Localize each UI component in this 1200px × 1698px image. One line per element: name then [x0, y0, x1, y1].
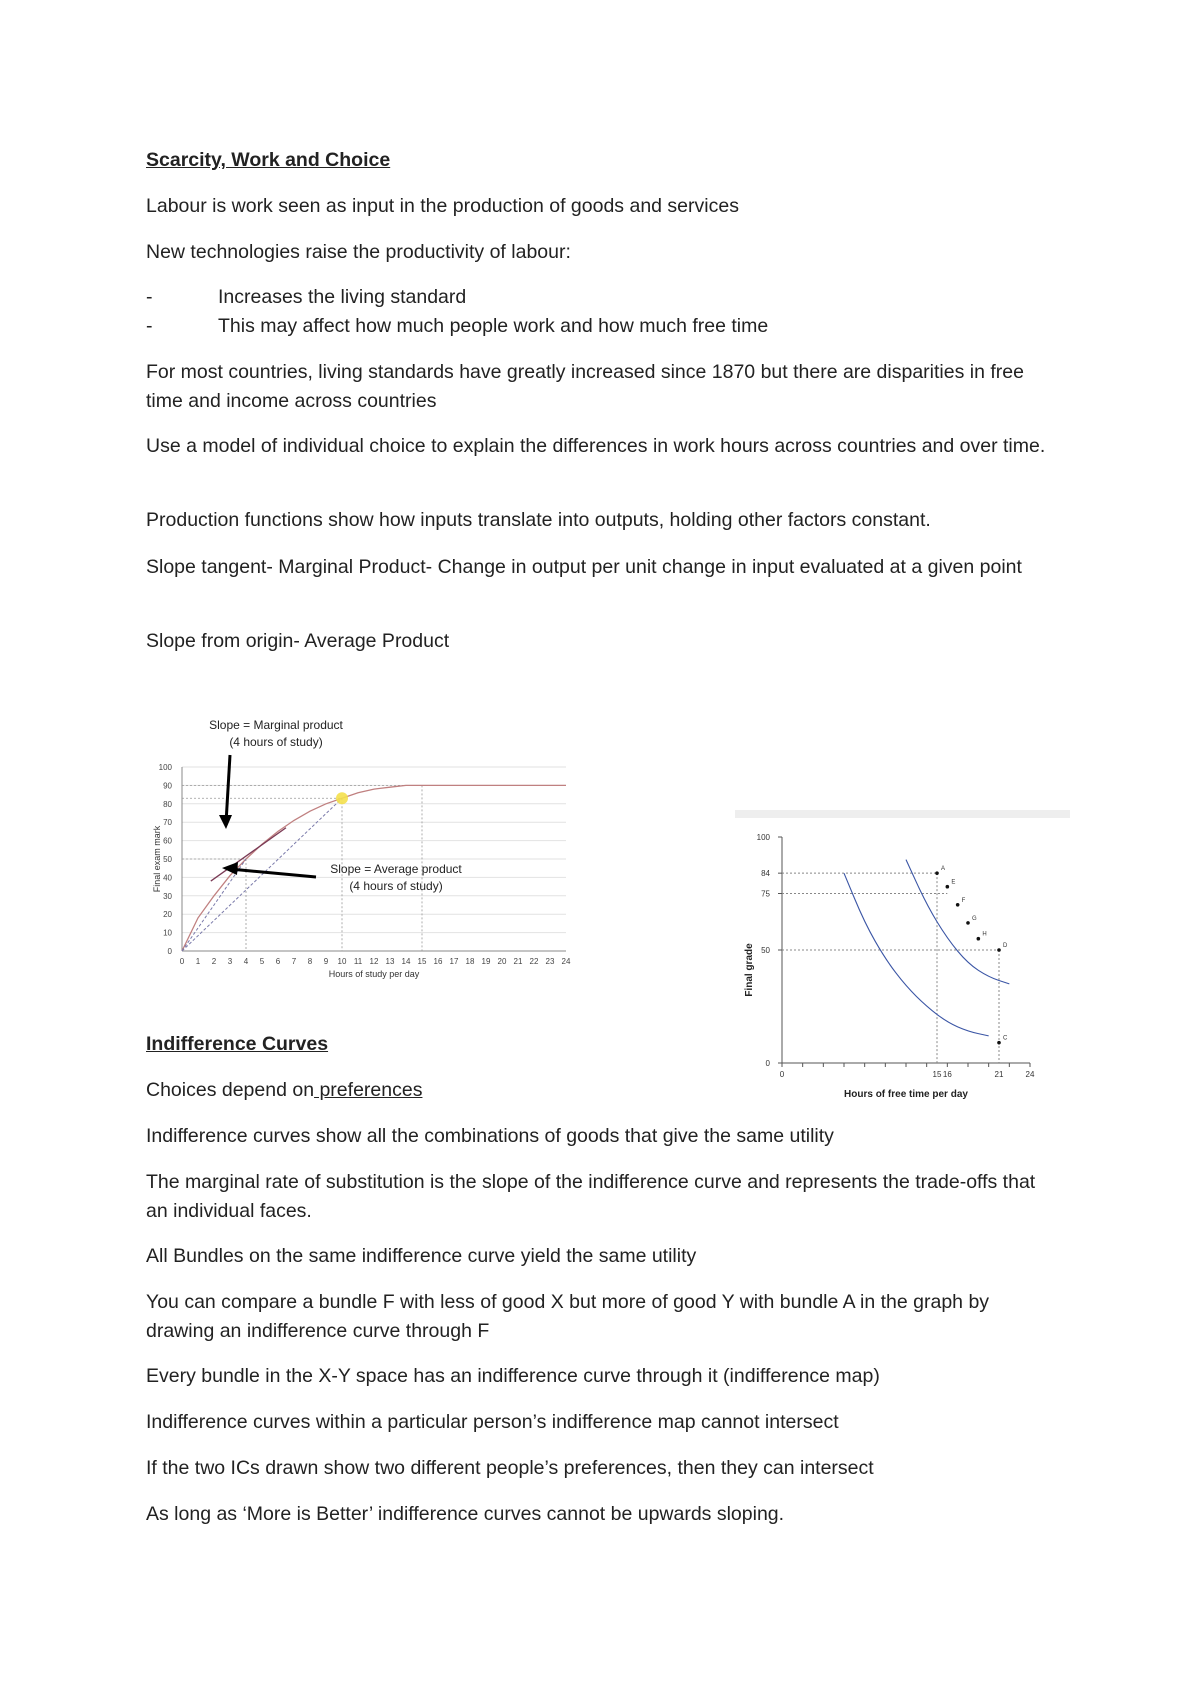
point-label: A — [941, 866, 946, 873]
y-tick-label: 60 — [163, 836, 172, 846]
top-bar — [735, 810, 1070, 818]
paragraph: If the two ICs drawn show two different people’s preferences, then they can intersect — [146, 1457, 874, 1479]
x-tick-label: 9 — [323, 957, 329, 966]
x-tick-label: 16 — [942, 1070, 952, 1079]
x-tick-label: 19 — [481, 957, 491, 966]
y-tick-label: 20 — [163, 910, 172, 920]
paragraph: As long as ‘More is Better’ indifference curves cannot be upwards sloping. — [146, 1503, 785, 1525]
paragraph: New technologies raise the productivity of labour: — [146, 241, 571, 263]
annotation-average-sub: (4 hours of study) — [349, 879, 443, 893]
paragraph: Slope tangent- Marginal Product- Change in output per unit change in input evaluated at a given point — [146, 556, 1022, 578]
x-tick-label: 7 — [291, 957, 297, 966]
arrow-average — [230, 869, 316, 877]
paragraph: All Bundles on the same indifference curve yield the same utility — [146, 1245, 697, 1267]
point-marker — [966, 921, 970, 925]
annotation-marginal-sub: (4 hours of study) — [229, 735, 323, 749]
section-heading-scarcity: Scarcity, Work and Choice — [146, 149, 391, 171]
x-tick-label: 3 — [227, 957, 233, 966]
annotation-marginal: Slope = Marginal product — [209, 718, 343, 732]
point-label: F — [961, 897, 966, 904]
paragraph: Production functions show how inputs translate into outputs, holding other factors constant. — [146, 509, 931, 531]
point-label: C — [1003, 1035, 1008, 1042]
paragraph: You can compare a bundle F with less of good X but more of good Y with bundle A in the graph by drawing an indifference curve through F — [146, 1291, 990, 1342]
x-tick-label: 23 — [545, 957, 555, 966]
x-tick-label: 11 — [353, 957, 363, 966]
x-tick-label: 6 — [275, 957, 281, 966]
y-tick-label: 0 — [167, 947, 172, 956]
y-tick-label: 50 — [761, 946, 770, 955]
y-tick-label: 10 — [163, 928, 172, 938]
y-tick-label: 30 — [163, 891, 172, 901]
x-axis-label: Hours of free time per day — [844, 1089, 968, 1100]
x-tick-label: 16 — [433, 957, 443, 966]
paragraph: For most countries, living standards have greatly increased since 1870 but there are disparities in free time and income across countries — [146, 361, 1024, 412]
x-tick-label: 24 — [561, 957, 571, 966]
y-tick-label: 90 — [163, 781, 172, 791]
paragraph: Labour is work seen as input in the production of goods and services — [146, 195, 739, 217]
x-tick-label: 0 — [779, 1070, 785, 1079]
point-marker — [977, 937, 981, 941]
paragraph: Use a model of individual choice to explain the differences in work hours across countries and over time. — [146, 435, 1046, 457]
x-tick-label: 14 — [401, 957, 411, 966]
preferences-link: preferences — [314, 1079, 423, 1101]
x-tick-label: 12 — [369, 957, 379, 966]
x-tick-label: 0 — [179, 957, 185, 966]
section-heading-indifference: Indifference Curves — [146, 1033, 329, 1055]
point-label: G — [972, 915, 977, 922]
list-item-text: This may affect how much people work and how much free time — [218, 315, 769, 337]
point-marker — [956, 903, 960, 907]
x-tick-label: 8 — [307, 957, 313, 966]
y-tick-label: 40 — [163, 873, 172, 883]
y-tick-label: 70 — [163, 818, 172, 828]
y-tick-label: 50 — [163, 855, 172, 864]
point-marker — [997, 948, 1001, 952]
x-axis-label: Hours of study per day — [328, 969, 420, 979]
point-marker — [935, 871, 939, 875]
paragraph: Indifference curves show all the combinations of goods that give the same utility — [146, 1125, 834, 1147]
y-tick-label: 100 — [756, 833, 770, 842]
x-tick-label: 10 — [337, 957, 347, 966]
y-tick-label: 75 — [761, 889, 770, 899]
list-item: - Increases the living standard — [146, 286, 467, 308]
x-tick-label: 18 — [465, 957, 475, 966]
x-tick-label: 13 — [385, 957, 395, 966]
x-tick-label: 15 — [932, 1070, 942, 1079]
highlight-marker — [336, 792, 348, 804]
indifference-curve — [844, 873, 989, 1036]
arrowhead-average — [222, 862, 238, 875]
x-tick-label: 21 — [994, 1070, 1004, 1079]
annotation-average: Slope = Average product — [330, 862, 462, 876]
point-label: H — [982, 931, 987, 938]
point-label: E — [951, 879, 956, 886]
x-tick-label: 1 — [195, 957, 201, 966]
arrow-marginal — [226, 755, 230, 823]
y-tick-label: 0 — [765, 1059, 770, 1068]
y-axis-label: Final exam mark — [152, 825, 162, 893]
x-tick-label: 24 — [1025, 1070, 1035, 1079]
x-tick-label: 20 — [497, 957, 507, 966]
point-label: D — [1003, 943, 1008, 949]
paragraph-text: Choices depend on — [146, 1079, 315, 1101]
y-tick-label: 84 — [761, 869, 770, 879]
x-tick-label: 2 — [211, 957, 217, 966]
y-tick-label: 100 — [158, 763, 172, 772]
indifference-curve — [906, 860, 1009, 984]
list-item: - This may affect how much people work and how much free time — [146, 315, 769, 337]
x-tick-label: 15 — [417, 957, 427, 966]
paragraph: Indifference curves within a particular person’s indifference map cannot intersect — [146, 1411, 839, 1433]
x-tick-label: 21 — [513, 957, 523, 966]
paragraph: Every bundle in the X-Y space has an indifference curve through it (indifference map) — [146, 1365, 880, 1387]
paragraph: The marginal rate of substitution is the slope of the indifference curve and represents the trade-offs that an individual faces. — [146, 1171, 1036, 1222]
y-tick-label: 80 — [163, 799, 172, 809]
list-item-text: Increases the living standard — [218, 286, 467, 308]
paragraph — [146, 1076, 1056, 1105]
x-tick-label: 4 — [243, 957, 249, 966]
production-function-chart — [146, 715, 576, 985]
x-tick-label: 22 — [529, 957, 539, 966]
point-marker — [946, 885, 950, 889]
paragraph: Slope from origin- Average Product — [146, 630, 450, 652]
x-tick-label: 5 — [259, 957, 265, 966]
x-tick-label: 17 — [449, 957, 459, 966]
average-product-line — [182, 798, 342, 951]
y-axis-label: Final grade — [744, 943, 755, 997]
